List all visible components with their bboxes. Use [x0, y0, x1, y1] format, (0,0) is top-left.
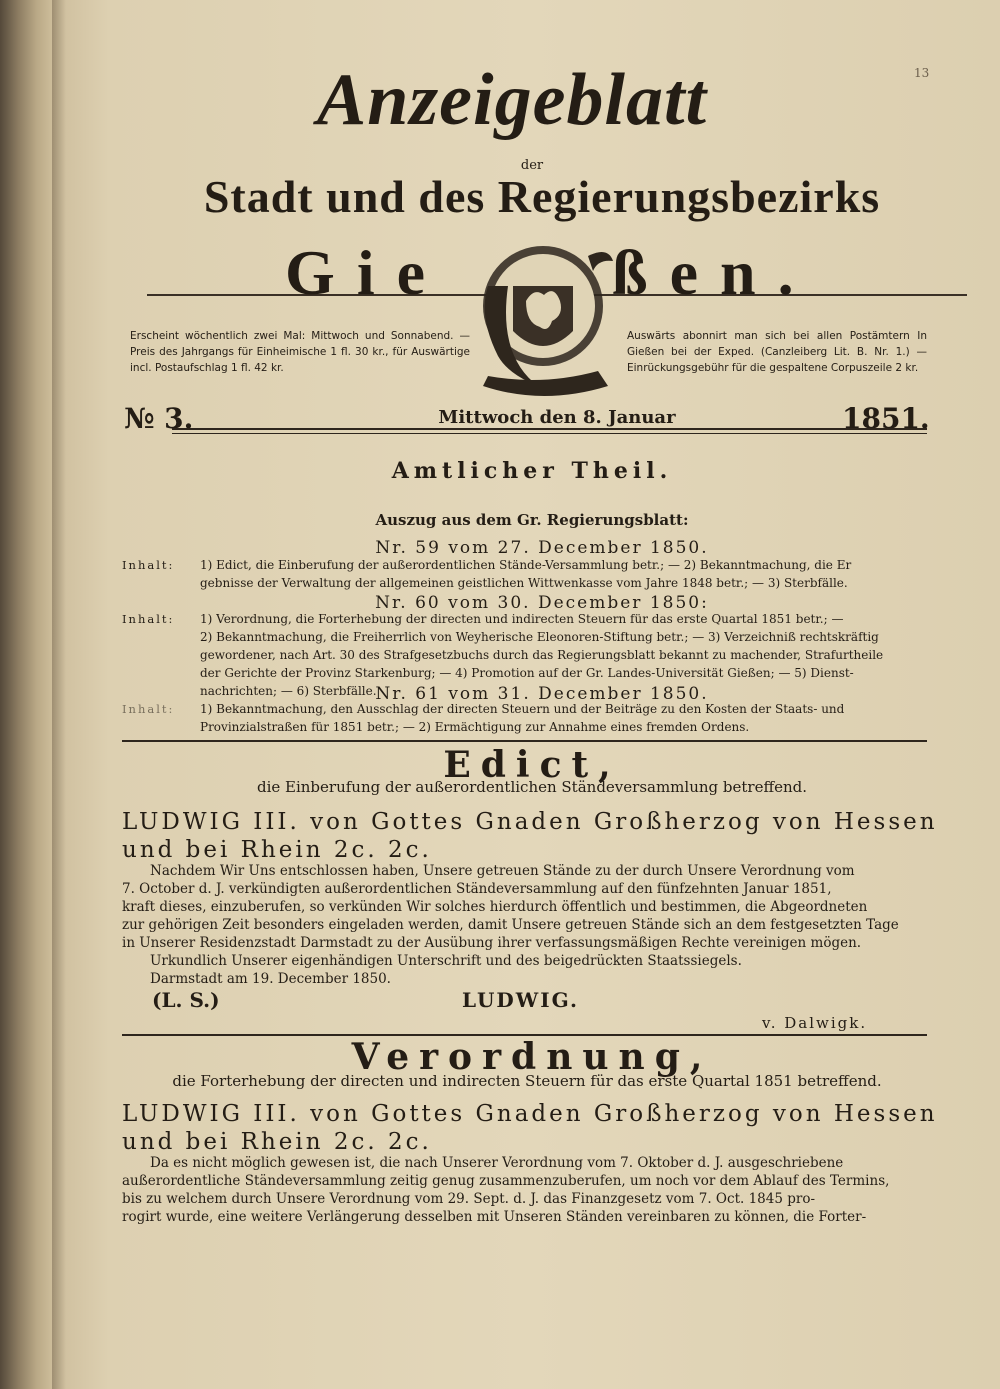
masthead-der: der [520, 158, 544, 173]
entry-text [200, 556, 936, 592]
section-subtitle: Auszug aus dem Gr. Regierungsblatt: [375, 511, 689, 529]
ordinance-body-line: bis zu welchem durch Unsere Verordnung vom 29. Sept. d. J. das Finanzgesetz vom 7. Oct. 1845 pro- [122, 1191, 816, 1207]
entry-line: gebnisse der Verwaltung der allgemeinen geistlichen Wittwenkasse vom Jahre 1848 betr.; — 3) Sterbfälle. [200, 576, 848, 590]
page-gutter-shadow [52, 0, 66, 1389]
lion-crest-icon [468, 226, 618, 396]
entry-nr-59: Nr. 59 vom 27. December 1850. [375, 538, 709, 558]
edict-ludwig-line2: und bei Rhein 2c. 2c. [122, 837, 432, 863]
entry-nr-61: Nr. 61 vom 31. December 1850. [375, 684, 709, 704]
entry-line: gewordener, nach Art. 30 des Strafgesetzbuchs durch das Regierungsblatt bekannt zu machender, Strafurtheile [200, 648, 884, 662]
newspaper-page [52, 0, 1000, 1389]
masthead-city-left: Gie [285, 237, 447, 308]
masthead-subtitle: Stadt und des Regierungsbezirks [203, 171, 881, 222]
book-spine [0, 0, 52, 1389]
edict-body-line: in Unserer Residenzstadt Darmstadt zu der Ausübung ihrer verfassungsmäßigen Rechte vereinigen mögen. [122, 935, 862, 951]
edict-body-line: Urkundlich Unserer eigenhändigen Unterschrift und des beigedrückten Staatssiegels. [150, 953, 742, 969]
ordinance-body-line: Da es nicht möglich gewesen ist, die nach Unserer Verordnung vom 7. Oktober d. J. ausgeschriebene [150, 1155, 844, 1171]
issue-number: № 3. [124, 402, 194, 435]
entry-line: 1) Edict, die Einberufung der außerordentlichen Stände-Versammlung betr.; — 2) Bekanntmachung, die Er [200, 558, 852, 572]
entry-line: 1) Verordnung, die Forterhebung der directen und indirecten Steuern für das erste Quartal 1851 betr.; — [200, 612, 844, 626]
entry-nr-60: Nr. 60 vom 30. December 1850: [375, 593, 709, 613]
section-rule [122, 740, 927, 742]
masthead-info-left: Erscheint wöchentlich zwei Mal: Mittwoch und Sonnabend. — Preis des Jahrgangs für Einheimische 1 fl. 30 kr., für Auswärtige incl. Postaufschlag 1 fl. 42 kr. [130, 330, 470, 374]
issue-year: 1851. [842, 402, 930, 435]
issue-rule [172, 428, 927, 430]
entry-label: Inhalt: [122, 558, 175, 572]
masthead-city-right: ßen. [612, 237, 816, 308]
entry-label: Inhalt: [122, 702, 175, 716]
section-title: Amtlicher Theil. [391, 458, 673, 484]
entry-text [200, 700, 936, 736]
edict-subtitle: die Einberufung der außerordentlichen Ständeversammlung betreffend. [256, 778, 808, 796]
ordinance-ludwig-line2: und bei Rhein 2c. 2c. [122, 1129, 432, 1155]
edict-signature: LUDWIG. [462, 988, 579, 1012]
entry-line: der Gerichte der Provinz Starkenburg; — 4) Promotion auf der Gr. Landes-Universität Gießen; — 5) Dienst- [200, 666, 854, 680]
entry-label: Inhalt: [122, 612, 175, 626]
ordinance-ludwig-line: LUDWIG III. von Gottes Gnaden Großherzog von Hessen [122, 1101, 938, 1127]
edict-title: Edict, [443, 744, 621, 786]
entry-line: 2) Bekanntmachung, die Freiherrlich von Weyherische Eleonoren-Stiftung betr.; — 3) Verzeichniß rechtskräftig [200, 630, 879, 644]
edict-place-date: Darmstadt am 19. December 1850. [150, 971, 391, 987]
entry-line: nachrichten; — 6) Sterbfälle. [200, 684, 377, 698]
page-number: 13 [914, 66, 930, 80]
masthead-info-right: Auswärts abonnirt man sich bei allen Postämtern In Gießen bei der Exped. (Canzleiberg Lit. B. Nr. 1.) — Einrückungsgebühr für die gespaltene Corpuszeile 2 kr. [627, 330, 927, 374]
masthead-title: Anzeigeblatt [316, 59, 708, 141]
edict-body-line: Nachdem Wir Uns entschlossen haben, Unsere getreuen Stände zu der durch Unsere Verordnung vom [150, 863, 855, 879]
issue-rule-thin [172, 433, 927, 434]
ordinance-body-line: außerordentliche Ständeversammlung zeitig genug zusammenzuberufen, um noch vor dem Ablauf des Termins, [122, 1173, 890, 1189]
edict-countersign: v. Dalwigk. [762, 1014, 868, 1032]
entry-line: 1) Bekanntmachung, den Ausschlag der directen Steuern und der Beiträge zu den Kosten der Staats- und [200, 702, 845, 716]
edict-body-line: zur gehörigen Zeit besonders eingeladen werden, damit Unsere getreuen Stände sich an dem festgesetzten Tage [122, 917, 899, 933]
edict-body [122, 862, 927, 988]
edict-ludwig-line: LUDWIG III. von Gottes Gnaden Großherzog von Hessen [122, 809, 938, 835]
ordinance-title: Verordnung, [351, 1036, 713, 1078]
ordinance-subtitle: die Forterhebung der directen und indirecten Steuern für das erste Quartal 1851 betreffend. [172, 1072, 882, 1090]
edict-seal: (L. S.) [152, 988, 220, 1012]
ordinance-body [122, 1154, 927, 1226]
issue-date: Mittwoch den 8. Januar [438, 407, 676, 428]
edict-body-line: 7. October d. J. verkündigten außerordentlichen Ständeversammlung auf den fünfzehnten Januar 1851, [122, 881, 832, 897]
entry-line: Provinzialstraßen für 1851 betr.; — 2) Ermächtigung zur Annahme eines fremden Ordens. [200, 720, 750, 734]
ordinance-body-line: rogirt wurde, eine weitere Verlängerung desselben mit Unseren Ständen vereinbaren zu können, die Forter- [122, 1209, 867, 1225]
edict-body-line: kraft dieses, einzuberufen, so verkünden Wir solches hierdurch öffentlich und bestimmen, die Abgeordneten [122, 899, 868, 915]
